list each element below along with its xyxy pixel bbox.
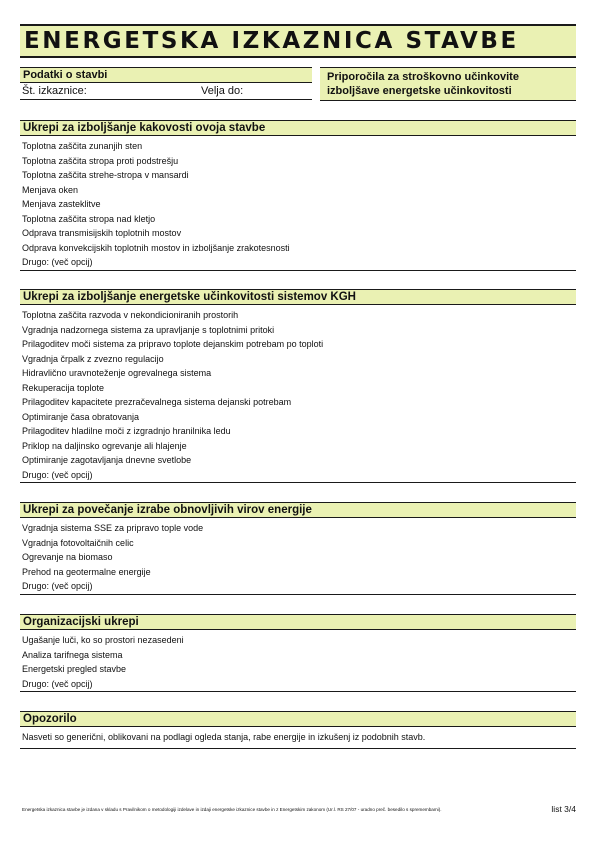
list-item: Drugo: (več opcij) xyxy=(22,581,93,591)
section-list xyxy=(20,136,576,270)
warning-title: Opozorilo xyxy=(20,711,576,727)
section-title: Organizacijski ukrepi xyxy=(20,614,576,630)
building-data-heading: Podatki o stavbi xyxy=(20,67,312,83)
list-item: Toplotna zaščita strehe-stropa v mansardi xyxy=(22,170,189,180)
list-item: Prehod na geotermalne energije xyxy=(22,566,151,577)
list-item: Drugo: (več opcij) xyxy=(22,678,93,689)
list-item: Vgradnja sistema SSE za pripravo tople vode xyxy=(22,523,204,533)
list-item: Prilagoditev kapacitete prezračevalnega sistema dejanski potrebam xyxy=(22,397,292,407)
title-bar xyxy=(20,24,576,58)
footer xyxy=(20,804,576,818)
section-warning xyxy=(20,711,576,749)
section-title: Ukrepi za povečanje izrabe obnovljivih virov energije xyxy=(20,502,576,518)
recommendations-heading xyxy=(320,67,576,101)
section-list xyxy=(20,630,576,691)
list-item: Priklop na daljinsko ogrevanje ali hlajenje xyxy=(22,440,187,451)
list-item: Vgradnja nadzornega sistema za upravljanje s toplotnimi pritoki xyxy=(22,324,275,335)
list-item: Prilagoditev hladilne moči z izgradnjo hranilnika ledu xyxy=(22,426,231,436)
page-title: ENERGETSKA IZKAZNICA STAVBE xyxy=(24,28,519,54)
list-item: Toplotna zaščita stropa nad kletjo xyxy=(22,213,156,224)
recommendations-heading-line1: Priporočila za stroškovno učinkovite xyxy=(327,71,519,83)
building-data-panel xyxy=(20,67,312,100)
list-item: Drugo: (več opcij) xyxy=(22,469,93,480)
list-item: Analiza tarifnega sistema xyxy=(22,649,123,660)
list-item: Optimiranje časa obratovanja xyxy=(22,411,140,422)
footer-note: Energetska izkaznica stavbe je izdana v skladu s Pravilnikom o metodologiji izdelave in izdaji energetske izkaznice stavbe in z Energetskim zakonom (Ur.l. RS 27/07 - uradno preč. besedilo s spremembami). xyxy=(22,807,442,812)
list-item: Menjava oken xyxy=(22,184,79,195)
list-item: Prilagoditev moči sistema za pripravo toplote dejanskim potrebam po toploti xyxy=(22,339,324,349)
section-title: Ukrepi za izboljšanje kakovosti ovoja stavbe xyxy=(20,120,576,136)
list-item: Menjava zasteklitve xyxy=(22,199,101,209)
list-item: Odprava konvekcijskih toplotnih mostov in izboljšanje zrakotesnosti xyxy=(22,242,290,253)
valid-until-label: Velja do: xyxy=(201,85,244,97)
section-list xyxy=(20,305,576,482)
list-item: Energetski pregled stavbe xyxy=(22,664,127,674)
list-item: Toplotna zaščita stropa proti podstrešju xyxy=(22,155,179,166)
list-item: Drugo: (več opcij) xyxy=(22,257,93,267)
list-item: Odprava transmisijskih toplotnih mostov xyxy=(22,228,182,238)
building-data-row xyxy=(20,83,312,100)
recommendations-heading-line2: izboljšave energetske učinkovitosti xyxy=(327,85,512,97)
section-organizational xyxy=(20,614,576,692)
list-item: Optimiranje zagotavljanja dnevne svetlobe xyxy=(22,455,192,465)
section-title: Ukrepi za izboljšanje energetske učinkovitosti sistemov KGH xyxy=(20,289,576,305)
list-item: Hidravlično uravnoteženje ogrevalnega sistema xyxy=(22,368,212,378)
section-list xyxy=(20,518,576,594)
card-number-label: Št. izkaznice: xyxy=(22,85,87,97)
list-item: Rekuperacija toplote xyxy=(22,382,105,393)
list-item: Toplotna zaščita razvoda v nekondicioniranih prostorih xyxy=(22,310,239,320)
list-item: Ugašanje luči, ko so prostori nezasedeni xyxy=(22,635,184,645)
section-renewables xyxy=(20,502,576,595)
list-item: Toplotna zaščita zunanjih sten xyxy=(22,141,143,151)
page-number: list 3/4 xyxy=(551,804,576,814)
list-item: Vgradnja fotovoltaičnih celic xyxy=(22,537,134,548)
list-item: Vgradnja črpalk z zvezno regulacijo xyxy=(22,353,164,364)
section-hvac xyxy=(20,289,576,483)
section-envelope xyxy=(20,120,576,271)
list-item: Ogrevanje na biomaso xyxy=(22,552,113,562)
warning-text: Nasveti so generični, oblikovani na podlagi ogleda stanja, rabe energije in izkušenj iz podobnih stavb. xyxy=(22,732,426,742)
